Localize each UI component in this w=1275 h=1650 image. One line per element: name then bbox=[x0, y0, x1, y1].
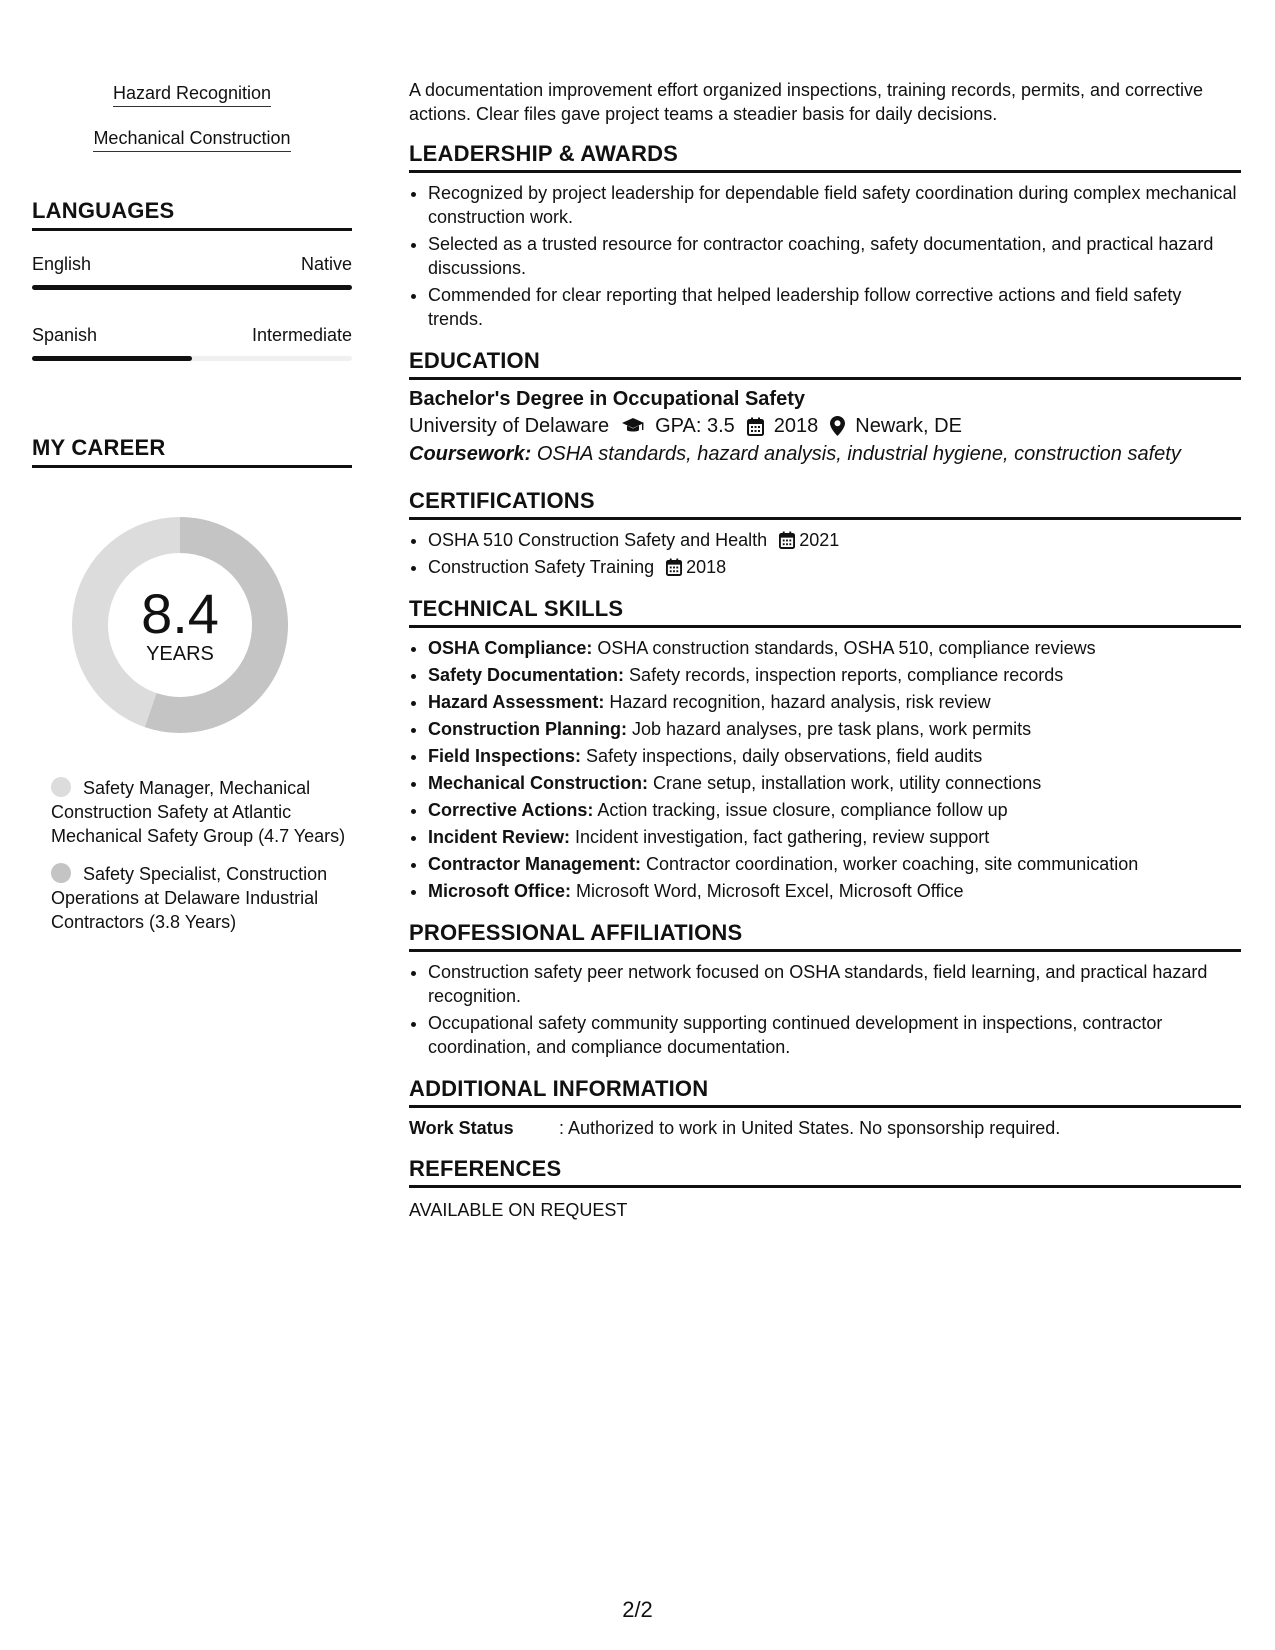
school-name: University of Delaware bbox=[409, 415, 610, 437]
skill-label: Safety Documentation: bbox=[428, 665, 625, 685]
skill-tag: Hazard Recognition bbox=[113, 78, 271, 107]
language-name: Spanish bbox=[32, 325, 98, 345]
skill-item bbox=[428, 744, 1241, 768]
certification-year: 2018 bbox=[686, 557, 727, 577]
skill-tag: Mechanical Construction bbox=[93, 123, 290, 152]
skill-text: Crane setup, installation work, utility connections bbox=[653, 773, 1042, 793]
certification-year: 2021 bbox=[799, 530, 840, 550]
calendar-icon bbox=[747, 417, 764, 436]
skill-label: Construction Planning: bbox=[428, 719, 627, 739]
skill-text: Hazard recognition, hazard analysis, risk review bbox=[609, 692, 991, 712]
graduation-year: 2018 bbox=[773, 415, 819, 437]
certification-name: • Construction Safety Training bbox=[428, 557, 655, 577]
skill-label: OSHA Compliance: bbox=[428, 638, 593, 658]
language-bar bbox=[32, 356, 352, 361]
page-number: 2/2 bbox=[622, 1597, 653, 1622]
affiliations-heading: PROFESSIONAL AFFILIATIONS bbox=[409, 920, 1241, 952]
skill-item bbox=[428, 852, 1241, 876]
skill-text: Microsoft Word, Microsoft Excel, Microsoft Office bbox=[576, 881, 964, 901]
skill-label: Incident Review: bbox=[428, 827, 571, 847]
certification-name: • OSHA 510 Construction Safety and Health bbox=[428, 530, 768, 550]
language-item bbox=[32, 253, 352, 290]
language-level: Intermediate bbox=[251, 325, 352, 345]
skill-item bbox=[428, 879, 1241, 903]
career-dot bbox=[51, 777, 71, 797]
certifications-list bbox=[409, 528, 1241, 579]
skill-item bbox=[428, 771, 1241, 795]
languages-heading: LANGUAGES bbox=[32, 198, 352, 231]
school-location: Newark, DE bbox=[855, 415, 962, 437]
skill-item bbox=[428, 663, 1241, 687]
certification-item bbox=[428, 528, 1241, 552]
language-item bbox=[32, 324, 352, 361]
career-years-unit: YEARS bbox=[146, 643, 214, 665]
language-bar-fill bbox=[32, 356, 192, 361]
technical-skills-heading: TECHNICAL SKILLS bbox=[409, 596, 1241, 628]
certification-item bbox=[428, 555, 1241, 579]
graduation-cap-icon bbox=[621, 417, 645, 435]
skill-text: Incident investigation, fact gathering, review support bbox=[575, 827, 990, 847]
career-entry bbox=[32, 862, 352, 934]
skill-text: Job hazard analyses, pre task plans, work permits bbox=[632, 719, 1032, 739]
technical-skills-list bbox=[409, 636, 1241, 903]
career-dot bbox=[51, 863, 71, 883]
skill-item bbox=[428, 825, 1241, 849]
career-entry-text: Safety Specialist, Construction Operations at Delaware Industrial Contractors (3.8 Years) bbox=[51, 864, 328, 932]
work-status-row bbox=[409, 1116, 1241, 1140]
career-donut bbox=[65, 510, 295, 740]
career-entry bbox=[32, 776, 352, 848]
language-name: English bbox=[32, 254, 92, 274]
skill-label: Mechanical Construction: bbox=[428, 773, 649, 793]
skill-label: Microsoft Office: bbox=[428, 881, 572, 901]
references-text: AVAILABLE ON REQUEST bbox=[409, 1200, 628, 1220]
calendar-icon bbox=[666, 558, 682, 576]
language-bar bbox=[32, 285, 352, 290]
education-entry bbox=[409, 386, 1241, 468]
certifications-heading: CERTIFICATIONS bbox=[409, 488, 1241, 520]
list-item: • Selected as a trusted resource for contractor coaching, safety documentation, and practical hazard discussions. bbox=[428, 232, 1241, 280]
skill-text: Contractor coordination, worker coaching, site communication bbox=[646, 854, 1139, 874]
skill-item bbox=[428, 690, 1241, 714]
career-heading: MY CAREER bbox=[32, 435, 352, 468]
list-item: • Occupational safety community supporting continued development in inspections, contractor coordination, and compliance documentation. bbox=[428, 1011, 1241, 1059]
additional-info-heading: ADDITIONAL INFORMATION bbox=[409, 1076, 1241, 1108]
coursework-label: Coursework: bbox=[409, 443, 532, 465]
skill-text: Action tracking, issue closure, compliance follow up bbox=[597, 800, 1008, 820]
list-item: • Construction safety peer network focused on OSHA standards, field learning, and practical hazard recognition. bbox=[428, 960, 1241, 1008]
right-column bbox=[409, 78, 1241, 1222]
affiliations-list bbox=[409, 960, 1241, 1059]
gpa: GPA: 3.5 bbox=[655, 415, 735, 437]
list-item: • Commended for clear reporting that helped leadership follow corrective actions and field safety trends. bbox=[428, 283, 1241, 331]
education-heading: EDUCATION bbox=[409, 348, 1241, 380]
skill-text: OSHA construction standards, OSHA 510, compliance reviews bbox=[597, 638, 1096, 658]
skill-item bbox=[428, 636, 1241, 660]
work-status-value: : Authorized to work in United States. No sponsorship required. bbox=[559, 1118, 1061, 1138]
skill-tags bbox=[32, 78, 352, 168]
skill-text: Safety inspections, daily observations, field audits bbox=[586, 746, 983, 766]
calendar-icon bbox=[779, 531, 795, 549]
skill-label: Field Inspections: bbox=[428, 746, 582, 766]
left-column bbox=[32, 78, 352, 948]
coursework-text: OSHA standards, hazard analysis, industrial hygiene, construction safety bbox=[536, 443, 1181, 465]
list-item: • Recognized by project leadership for dependable field safety coordination during complex mechanical construction work. bbox=[428, 181, 1241, 229]
skill-text: Safety records, inspection reports, compliance records bbox=[629, 665, 1064, 685]
location-pin-icon bbox=[830, 416, 845, 436]
language-bar-fill bbox=[32, 285, 352, 290]
skill-label: Hazard Assessment: bbox=[428, 692, 605, 712]
language-level: Native bbox=[300, 254, 352, 274]
career-years-value: 8.4 bbox=[141, 582, 219, 645]
career-entry-text: Safety Manager, Mechanical Construction Safety at Atlantic Mechanical Safety Group (4.7 Years) bbox=[51, 778, 346, 846]
coursework bbox=[409, 440, 1241, 468]
skill-item bbox=[428, 717, 1241, 741]
skill-label: Corrective Actions: bbox=[428, 800, 594, 820]
intro-paragraph: A documentation improvement effort organized inspections, training records, permits, and corrective actions. Clear files gave project teams a steadier basis for daily decisions. bbox=[409, 80, 1204, 124]
skill-item bbox=[428, 798, 1241, 822]
leadership-heading: LEADERSHIP & AWARDS bbox=[409, 141, 1241, 173]
leadership-list bbox=[409, 181, 1241, 331]
skill-label: Contractor Management: bbox=[428, 854, 642, 874]
work-status-label: Work Status bbox=[409, 1118, 514, 1138]
degree-title: Bachelor's Degree in Occupational Safety bbox=[409, 388, 805, 410]
references-heading: REFERENCES bbox=[409, 1156, 1241, 1188]
